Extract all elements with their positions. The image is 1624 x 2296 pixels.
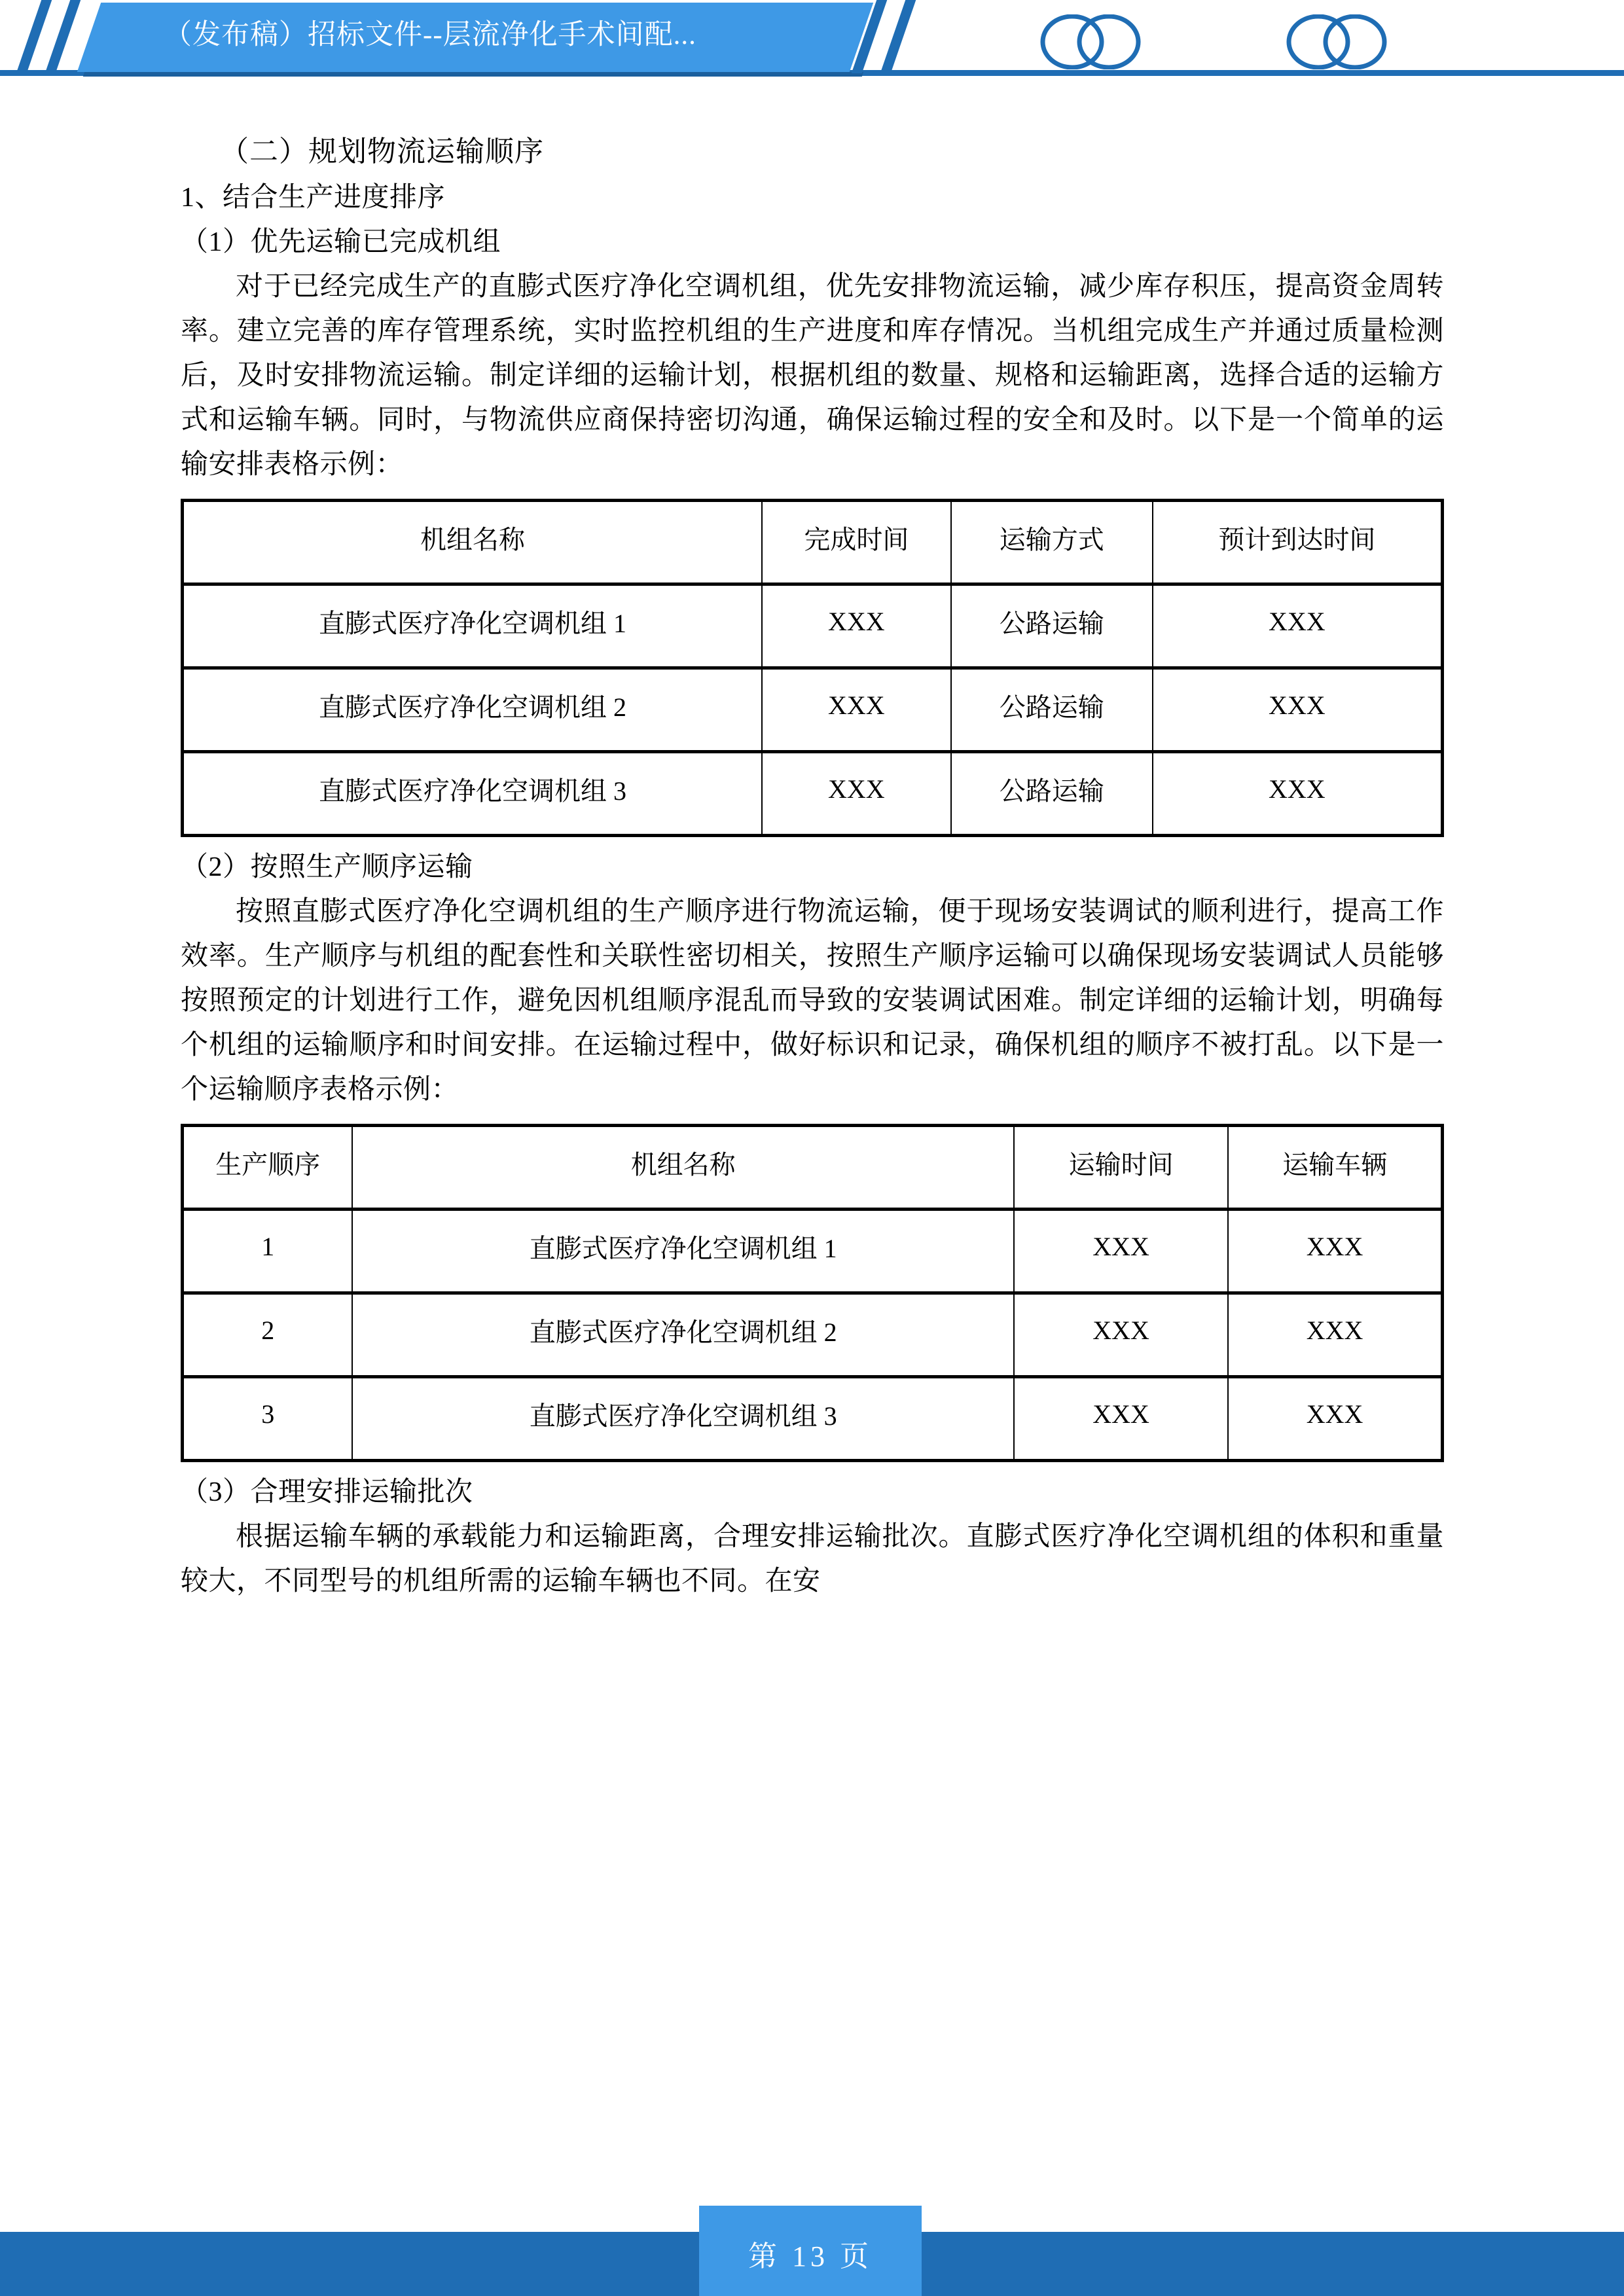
table-cell: XXX bbox=[1228, 1210, 1442, 1293]
table-cell: XXX bbox=[1228, 1377, 1442, 1461]
table-row bbox=[183, 1377, 1443, 1461]
page-number: 第 13 页 bbox=[748, 2240, 873, 2272]
interlocking-rings-icon bbox=[1278, 14, 1396, 69]
table-cell: XXX bbox=[762, 752, 951, 836]
header-banner-shadow bbox=[83, 72, 863, 77]
header-title: （发布稿）招标文件--层流净化手术间配... bbox=[164, 20, 696, 50]
document-body bbox=[181, 131, 1444, 1604]
page-footer bbox=[0, 2206, 1624, 2296]
table-cell: 3 bbox=[183, 1377, 353, 1461]
table-cell: XXX bbox=[1014, 1210, 1228, 1293]
table-row bbox=[183, 1293, 1443, 1377]
header-slash-decoration bbox=[16, 0, 52, 73]
table-cell: XXX bbox=[762, 584, 951, 668]
table-cell: 公路运输 bbox=[951, 752, 1153, 836]
table-cell: 直膨式医疗净化空调机组 3 bbox=[183, 752, 763, 836]
table-cell: 直膨式医疗净化空调机组 1 bbox=[183, 584, 763, 668]
table-row bbox=[183, 584, 1443, 668]
table-cell: 直膨式医疗净化空调机组 2 bbox=[352, 1293, 1014, 1377]
table-header-row bbox=[183, 1126, 1443, 1210]
table-row bbox=[183, 752, 1443, 836]
table-cell: XXX bbox=[1014, 1293, 1228, 1377]
sub-heading-3: （3）合理安排运输批次 bbox=[181, 1477, 473, 1508]
table-cell: 1 bbox=[183, 1210, 353, 1293]
table-row bbox=[183, 1210, 1443, 1293]
table-header-cell: 生产顺序 bbox=[183, 1126, 353, 1210]
table-header-row bbox=[183, 501, 1443, 584]
table-header-cell: 机组名称 bbox=[183, 501, 763, 584]
table-cell: XXX bbox=[762, 668, 951, 752]
table-cell: XXX bbox=[1153, 668, 1443, 752]
paragraph-sub-2: 按照直膨式医疗净化空调机组的生产顺序进行物流运输，便于现场安装调试的顺利进行，提高工作效率。生产顺序与机组的配套性和关联性密切相关，按照生产顺序运输可以确保现场安装调试人员能够按照预定的计划进行工作，避免因机组顺序混乱而导致的安装调试困难。制定详细的运输计划，明确每个机组的运输顺序和时间安排。在运输过程中，做好标识和记录，确保机组的顺序不被打乱。以下是一个运输顺序表格示例： bbox=[181, 897, 1444, 1105]
table-cell: 公路运输 bbox=[951, 584, 1153, 668]
transport-schedule-table bbox=[181, 499, 1444, 837]
paragraph-sub-3: 根据运输车辆的承载能力和运输距离，合理安排运输批次。直膨式医疗净化空调机组的体积和重量较大，不同型号的机组所需的运输车辆也不同。在安 bbox=[181, 1522, 1444, 1597]
table-cell: 公路运输 bbox=[951, 668, 1153, 752]
table-cell: XXX bbox=[1014, 1377, 1228, 1461]
section-heading: （二）规划物流运输顺序 bbox=[220, 135, 544, 168]
table-row bbox=[183, 668, 1443, 752]
sub-heading-2: （2）按照生产顺序运输 bbox=[181, 852, 473, 883]
table-cell: XXX bbox=[1153, 584, 1443, 668]
table-header-cell: 运输方式 bbox=[951, 501, 1153, 584]
table-cell: 直膨式医疗净化空调机组 1 bbox=[352, 1210, 1014, 1293]
interlocking-rings-icon bbox=[1032, 14, 1149, 69]
table-cell: 2 bbox=[183, 1293, 353, 1377]
numbered-heading-1: 1、结合生产进度排序 bbox=[181, 182, 446, 213]
transport-order-table bbox=[181, 1124, 1444, 1462]
table-cell: 直膨式医疗净化空调机组 3 bbox=[352, 1377, 1014, 1461]
table-header-cell: 预计到达时间 bbox=[1153, 501, 1443, 584]
table-cell: XXX bbox=[1153, 752, 1443, 836]
table-cell: 直膨式医疗净化空调机组 2 bbox=[183, 668, 763, 752]
table-header-cell: 运输时间 bbox=[1014, 1126, 1228, 1210]
table-header-cell: 机组名称 bbox=[352, 1126, 1014, 1210]
table-header-cell: 完成时间 bbox=[762, 501, 951, 584]
page-header bbox=[0, 0, 1624, 85]
header-slash-decoration bbox=[45, 0, 81, 73]
paragraph-sub-1: 对于已经完成生产的直膨式医疗净化空调机组，优先安排物流运输，减少库存积压，提高资金周转率。建立完善的库存管理系统，实时监控机组的生产进度和库存情况。当机组完成生产并通过质量检测后，及时安排物流运输。制定详细的运输计划，根据机组的数量、规格和运输距离，选择合适的运输方式和运输车辆。同时，与物流供应商保持密切沟通，确保运输过程的安全和及时。以下是一个简单的运输安排表格示例： bbox=[181, 271, 1444, 480]
table-header-cell: 运输车辆 bbox=[1228, 1126, 1442, 1210]
table-cell: XXX bbox=[1228, 1293, 1442, 1377]
sub-heading-1: （1）优先运输已完成机组 bbox=[181, 226, 501, 257]
